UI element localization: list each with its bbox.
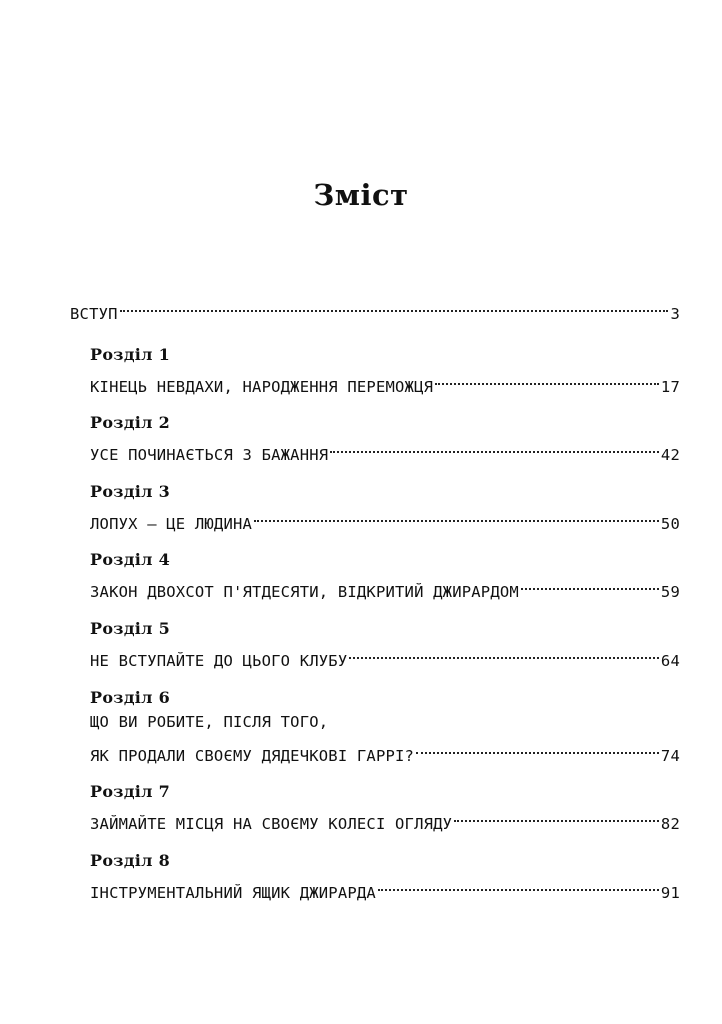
toc-line [70,293,680,323]
chapter-label: Розділ 7 [90,782,171,801]
chapter-label: Розділ 2 [90,413,171,432]
toc-page-number: 64 [660,652,680,670]
dot-leader [416,735,659,761]
chapter-label: Розділ 4 [90,550,171,569]
toc-entry-title: УСЕ ПОЧИНАЄТЬСЯ З БАЖАННЯ [90,446,329,464]
chapter-label: Розділ 1 [90,345,171,364]
toc-entry-chapter-8 [90,850,680,902]
dot-leader [435,366,659,392]
dot-leader [454,803,659,829]
page-title: Зміст [313,178,409,212]
chapter-label: Розділ 8 [90,851,171,870]
toc-entry-title: КІНЕЦЬ НЕВДАХИ, НАРОДЖЕННЯ ПЕРЕМОЖЦЯ [90,378,434,396]
toc-entry-title: ЯК ПРОДАЛИ СВОЄМУ ДЯДЕЧКОВІ ГАРРІ? [90,747,415,765]
dot-leader [254,503,659,529]
toc-page-number: 74 [660,747,680,765]
chapter-label: Розділ 5 [90,619,171,638]
dot-leader [349,640,659,666]
toc-page-number: 82 [660,815,680,833]
chapter-label: Розділ 6 [90,688,171,707]
toc-line [90,366,680,396]
toc-page-number: 3 [670,305,680,323]
dot-leader [330,434,659,460]
dot-leader [521,571,659,597]
toc-entry-chapter-7 [90,781,680,833]
toc-entry-chapter-3 [90,481,680,533]
toc-entry-chapter-4 [90,549,680,601]
toc-entry-chapter-6 [90,687,680,765]
dot-leader [378,872,659,898]
toc-entry-title: ЗАКОН ДВОХСОТ П'ЯТДЕСЯТИ, ВІДКРИТИЙ ДЖИРАРДОМ [90,583,519,601]
toc-entry-title: ЩО ВИ РОБИТЕ, ПІСЛЯ ТОГО, [90,713,329,731]
toc-line [90,571,680,601]
dot-leader [120,293,669,319]
toc-line [90,709,680,735]
toc-line [90,803,680,833]
toc-entry-title: ІНСТРУМЕНТАЛЬНИЙ ЯЩИК ДЖИРАРДА [90,884,376,902]
toc-entry-title: ВСТУП [70,305,118,323]
toc-line [90,640,680,670]
toc-page-number: 42 [660,446,680,464]
toc-page-number: 50 [660,515,680,533]
toc-entry-chapter-5 [90,618,680,670]
toc-page-number: 91 [660,884,680,902]
toc-page-number: 59 [660,583,680,601]
toc-entry-title: НЕ ВСТУПАЙТЕ ДО ЦЬОГО КЛУБУ [90,652,348,670]
toc-entry-chapter-2 [90,412,680,464]
chapter-label: Розділ 3 [90,482,171,501]
toc-entry-title: ЛОПУХ – ЦЕ ЛЮДИНА [90,515,253,533]
toc-page-number: 17 [660,378,680,396]
toc-line [90,434,680,464]
toc-entry-chapter-1 [90,344,680,396]
toc-line [90,503,680,533]
toc-line [90,872,680,902]
toc-line [90,735,680,765]
toc-entry-title: ЗАЙМАЙТЕ МІСЦЯ НА СВОЄМУ КОЛЕСІ ОГЛЯДУ [90,815,453,833]
toc-entry-intro [70,293,680,323]
